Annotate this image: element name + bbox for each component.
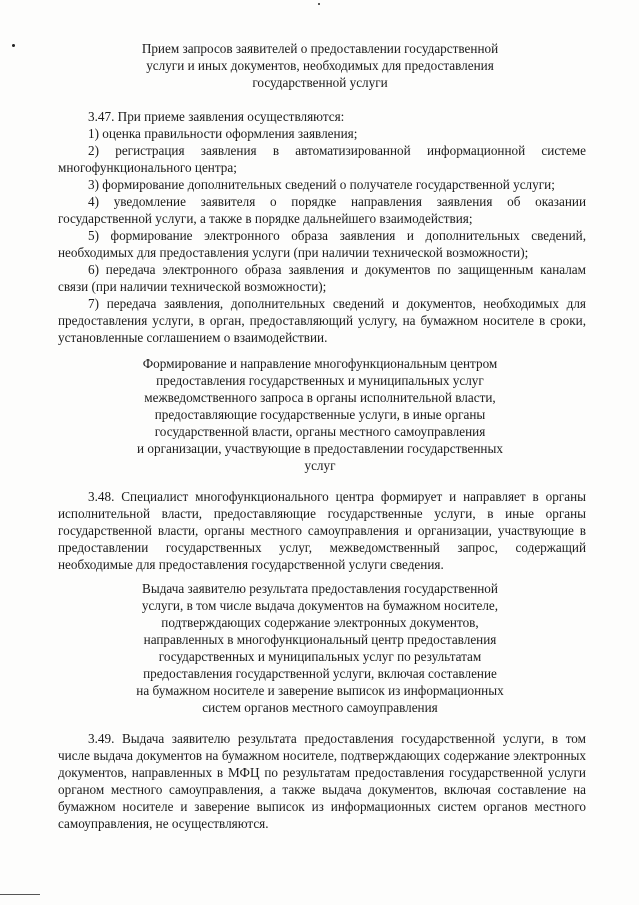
list-item: 4) уведомление заявителя о порядке направления заявления об оказании государственной услуги, а также в порядке дальнейшего взаимодействия; <box>58 194 586 226</box>
list-item: 1) оценка правильности оформления заявления; <box>88 126 358 141</box>
document-title: Прием запросов заявителей о предоставлении государственной услуги и иных документов, необходимых для предоставления государственной услуги <box>141 41 499 90</box>
section-heading-interagency-request: Формирование и направление многофункциональным центром предоставления государственных и муниципальных услуг межведомственного запроса в органы исполнительной власти, предоставляющие государственные услуги, в иные органы государственной власти, органы местного самоуправления и организации, участвующие в предоставлении государственных услуг <box>137 356 503 473</box>
section-heading-result-issuance: Выдача заявителю результата предоставления государственной услуги, в том числе выдача документов на бумажном носителе, подтверждающих содержание электронных документов, направленных в многофункциональный центр предоставления государственных и муниципальных услуг по результатам предоставления государственной услуги, включая составление на бумажном носителе и заверение выписок из информационных систем органов местного самоуправления <box>136 581 504 715</box>
section-3-48-text: 3.48. Специалист многофункционального центра формирует и направляет в органы исполнительной власти, предоставляющие государственные услуги, в иные органы государственной власти, органы местного самоуправления и организации, участвующие в предоставлении государственных услуг, межведомственный запрос, содержащий необходимые для предоставления государственной услуги сведения. <box>58 489 586 572</box>
scan-speck <box>12 44 15 47</box>
section-3-49-text: 3.49. Выдача заявителю результата предоставления государственной услуги, в том числе выдача документов на бумажном носителе, подтверждающих содержание электронных документов, направленных в МФЦ по результатам предоставления государственной услуги органом местного самоуправления, а также выдача документов, включая составление на бумажном носителе и заверение выписок из информационных систем органов местного самоуправления, не осуществляются. <box>58 731 586 831</box>
section-3-49 <box>58 730 586 832</box>
scan-speck <box>318 3 320 5</box>
scan-edge-line <box>0 894 40 895</box>
list-item: 3) формирование дополнительных сведений о получателе государственной услуги; <box>88 177 555 192</box>
section-3-47 <box>58 108 586 346</box>
list-item: 2) регистрация заявления в автоматизированной информационной системе многофункционального центра; <box>58 143 586 175</box>
list-item: 6) передача электронного образа заявления и документов по защищенным каналам связи (при наличии технической возможности); <box>58 262 586 294</box>
section-3-47-intro: 3.47. При приеме заявления осуществляются: <box>88 109 345 124</box>
section-3-48 <box>58 488 586 573</box>
list-item: 7) передача заявления, дополнительных сведений и документов, необходимых для предоставления услуги, в орган, предоставляющий услугу, на бумажном носителе в сроки, установленные соглашением о взаимодействии. <box>58 296 586 345</box>
list-item: 5) формирование электронного образа заявления и дополнительных сведений, необходимых для предоставления услуги (при наличии технической возможности); <box>58 228 586 260</box>
